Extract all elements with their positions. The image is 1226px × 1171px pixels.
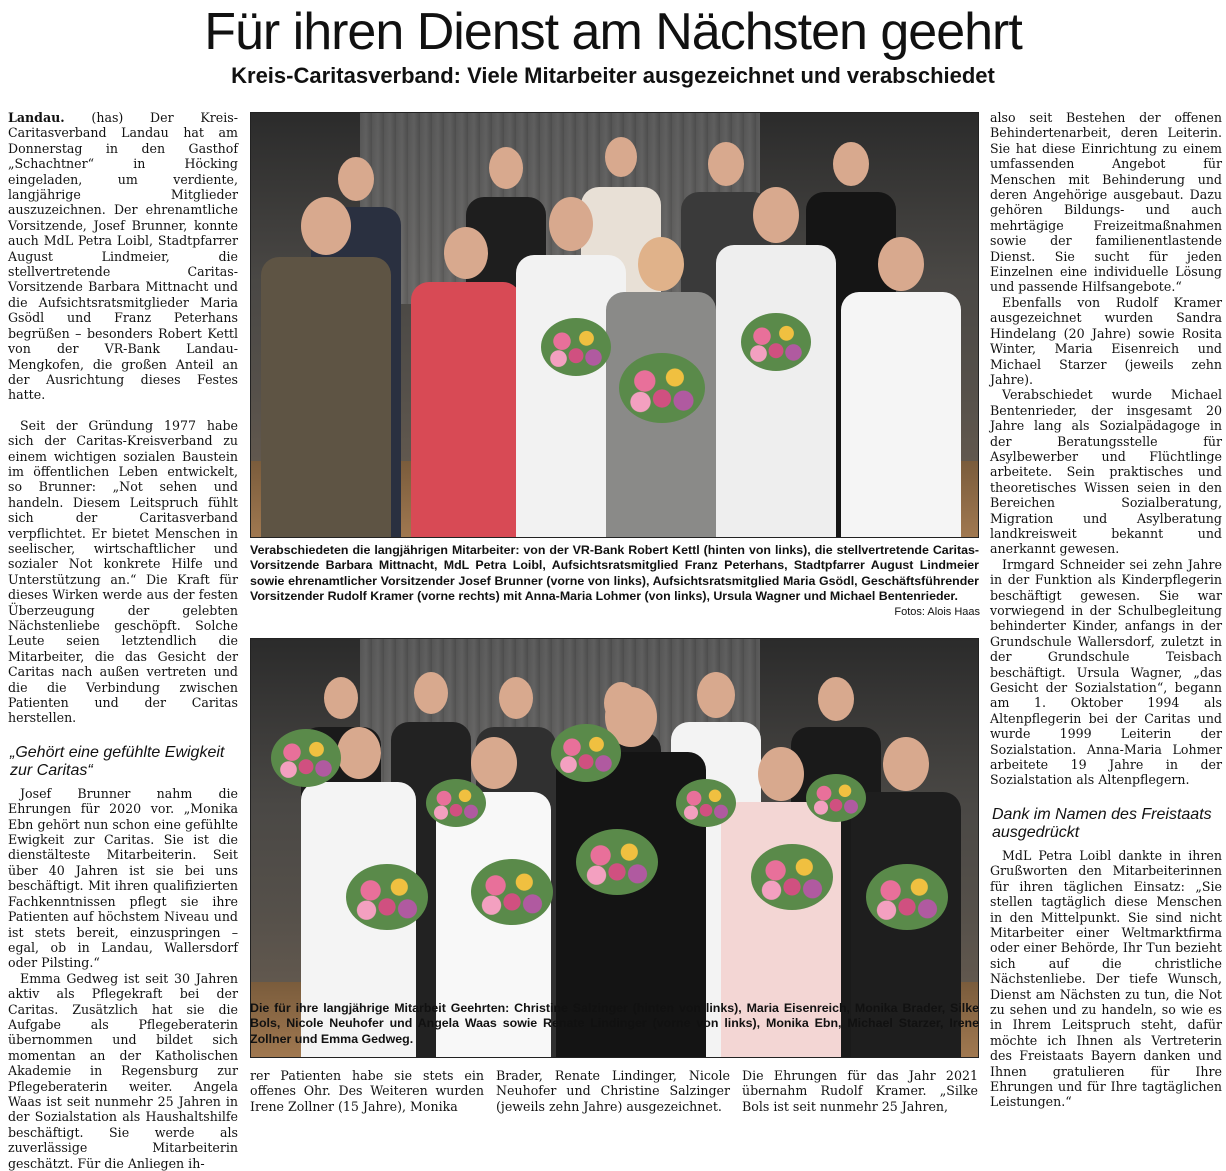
flower-bouquet (471, 859, 553, 925)
crosshead: „Gehört eine gefühlte Ewigkeit zur Caritas“ (10, 743, 225, 779)
column-2 (250, 1068, 484, 1116)
photo-credit: Fotos: Alois Haas (894, 606, 980, 618)
paragraph: Ebenfalls von Rudolf Kramer ausgezeichnet wurden Sandra Hindelang (20 Jahre) sowie Rosita Winter, Maria Eisenreich und Michael Starzer (jeweils zehn Jahre). (990, 294, 1222, 387)
photo-farewell-group (250, 112, 979, 538)
flower-bouquet (576, 829, 658, 895)
photo-caption-2: Die für ihre langjährige Mitarbeit Geehrten: Christine Salzinger (hinten von links), Maria Eisenreich, Monika Brader, Silke Bols, Nicole Neuhofer und Angela Waas sowie Renate Lindinger (vorne von links), Monika Ebn, Michael Starzer, Irene Zollner und Emma Gedweg. (250, 1001, 979, 1046)
caption-text: Verabschiedeten die langjährigen Mitarbeiter: von der VR-Bank Robert Kettl (hinten von links), die stellvertretende Caritas-Vorsitzende Barbara Mittnacht, MdL Petra Loibl, Aufsichtsratsmitglied Franz Peterhans, Stadtpfarrer August Lindmeier sowie ehrenamtlicher Vorsitzender Josef Brunner (vorne von links), Aufsichtsratsmitglied Maria Gsödl, Geschäftsführender Vorsitzender Rudolf Kramer (vorne rechts) mit Anna-Maria Lohmer (von links), Ursula Wagner und Michael Bentenrieder. (250, 543, 979, 604)
paragraph: also seit Bestehen der offenen Behindertenarbeit, deren Leiterin. Sie hat diese Einrichtung zu einem umfassenden Angebot für Menschen mit Behinderung und deren Angehörige ausgebaut. Dazu gehören Bildungs- und auch mehrtägige Freizeitmaßnahmen sowie der familienentlastende Dienst. Sie sucht für jeden Einzelnen eine individuelle Lösung und passende Hilfsangebote.“ (990, 110, 1222, 295)
dateline: Landau. (8, 110, 65, 125)
flower-bouquet (271, 729, 341, 787)
paragraph: Emma Gedweg ist seit 30 Jahren aktiv als Pflegekraft bei der Caritas. Zusätzlich hat sie die Aufgabe als Pflegeberaterin übernommen und bildet sich momentan an der Katholischen Akademie in Regensburg zur Pflegeberaterin weiter. Angela Waas ist seit nunmehr 25 Jahren in der Sozialstation als Haushaltshilfe beschäftigt. Sie werde als zuverlässige Mitarbeiterin geschätzt. Für die Anliegen ih- (8, 970, 238, 1171)
paragraph: Seit der Gründung 1977 habe sich der Caritas-Kreisverband zu einem wichtigen sozialen Baustein im öffentlichen Leben entwickelt, so Brunner: „Not sehen und handeln. Diesem Leitspruch fühlt sich der Caritasverband verpflichtet. Er bietet Menschen in seelischer, wirtschaftlicher und sozialer Not konkrete Hilfe und Unterstützung an.“ Die Kraft für dieses Wirken werde aus der festen Überzeugung der gelebten Nächstenliebe geschöpft. Solche Leute seien letztendlich die Mitarbeiter, die das Gesicht der Caritas nach außen vertreten und die die Verbindung zwischen Patienten und der Caritas herstellen. (8, 417, 238, 726)
subheadline: Kreis-Caritasverband: Viele Mitarbeiter ausgezeichnet und verabschiedet (231, 63, 995, 88)
crosshead: Dank im Namen des Freistaats ausgedrückt (992, 805, 1212, 841)
paragraph: Josef Brunner nahm die Ehrungen für 2020 vor. „Monika Ebn gehört nun schon eine gefühlte Ewigkeit zur Caritas. Sie ist die dienstälteste Mitarbeiterin. Seit über 40 Jahren ist sie bei uns beschäftigt. Mit ihren qualifizierten Fachkenntnissen pflegt sie ihre Patienten auf höchstem Niveau und ist stets bereit, einzuspringen – egal, ob in Landau, Wallersdorf oder Pilsting.“ (8, 785, 238, 971)
photo-caption-1 (250, 543, 979, 621)
paragraph: Brader, Renate Lindinger, Nicole Neuhofer und Christine Salzinger (jeweils zehn Jahre) ausgezeichnet. (496, 1068, 730, 1114)
paragraph: Verabschiedet wurde Michael Bentenrieder, der insgesamt 20 Jahre lang als Sozialpädagoge in der Beratungsstelle für Asylbewerber und Flüchtlinge arbeitete. Sein praktisches und theoretisches Wissen seien in den Bereichen Sozialberatung, Migration und Asylberatung landkreisweit bekannt und anerkannt gewesen. (990, 387, 1222, 557)
flower-bouquet (751, 844, 833, 910)
flower-bouquet (619, 353, 705, 423)
flower-bouquet (426, 779, 486, 827)
photo-honored-group (250, 638, 979, 1058)
column-3 (496, 1068, 730, 1116)
person (411, 227, 521, 537)
headline: Für ihren Dienst am Nächsten geehrt (204, 3, 1022, 61)
flower-bouquet (806, 774, 866, 822)
column-1 (8, 110, 238, 1171)
paragraph: Irmgard Schneider sei zehn Jahre in der Funktion als Kinderpflegerin beschäftigt gewesen. Sie war vorwiegend in der Schulbegleitung behinderter Kinder, anfangs in der Grundschule Wallersdorf, zuletzt in der Grundschule Teisbach beschäftigt. Ursula Wagner, „das Gesicht der Sozialstation“, begann am 1. Oktober 1994 als Altenpflegerin bei der Caritas und wurde 1999 Leiterin der Sozialstation. Anna-Maria Lohmer arbeitete 19 Jahre in der Sozialstation als Altenpflegern. (990, 556, 1222, 788)
flower-bouquet (346, 864, 428, 930)
paragraph: Die Ehrungen für das Jahr 2021 übernahm Rudolf Kramer. „Silke Bols ist seit nunmehr 25 Jahren, (742, 1068, 978, 1114)
flower-bouquet (551, 724, 621, 782)
column-5 (990, 110, 1222, 1115)
paragraph: rer Patienten habe sie stets ein offenes Ohr. Des Weiteren wurden Irene Zollner (15 Jahre), Monika (250, 1068, 484, 1114)
person (841, 237, 961, 537)
flower-bouquet (866, 864, 948, 930)
paragraph-text: (has) Der Kreis-Caritasverband Landau hat am Donnerstag in den Gasthof „Schachtner“ in Höcking eingeladen, um verdiente, langjährige Mitglieder auszuzeichnen. Der ehrenamtliche Vorsitzende, Josef Brunner, konnte auch MdL Petra Loibl, Stadtpfarrer August Lindmeier, die stellvertretende Caritas-Vorsitzende Barbara Mittnacht und die Aufsichtsratsmitglieder Maria Gsödl und Franz Peterhans begrüßen – besonders Robert Kettl von der VR-Bank Landau-Mengkofen, die großen Anteil an der Ausrichtung dieses Festes hatte. (8, 110, 238, 403)
flower-bouquet (541, 318, 611, 376)
person (261, 197, 391, 537)
paragraph (8, 110, 238, 403)
flower-bouquet (741, 313, 811, 371)
flower-bouquet (676, 779, 736, 827)
paragraph: MdL Petra Loibl dankte in ihren Grußworten den Mitarbeiterinnen für ihren täglichen Einsatz: „Sie stellen tagtäglich diese Menschen in den Mittelpunkt. Sie sind nicht Mitarbeiter einer Weltmarktfirma oder einer Behörde, Ihr Tun bezieht sich auf die christliche Nächstenliebe. Der tiefe Wunsch, Dienst am Nächsten zu tun, die Not zu sehen und zu handeln, so wie es in Ihrem Leitspruch steht, dafür möchte ich Ihnen als Vertreterin des Freistaats Bayern danken und Ihnen gratulieren für Ihre Ehrungen und für Ihre tagtäglichen Leistungen.“ (990, 847, 1222, 1110)
column-4 (742, 1068, 978, 1116)
